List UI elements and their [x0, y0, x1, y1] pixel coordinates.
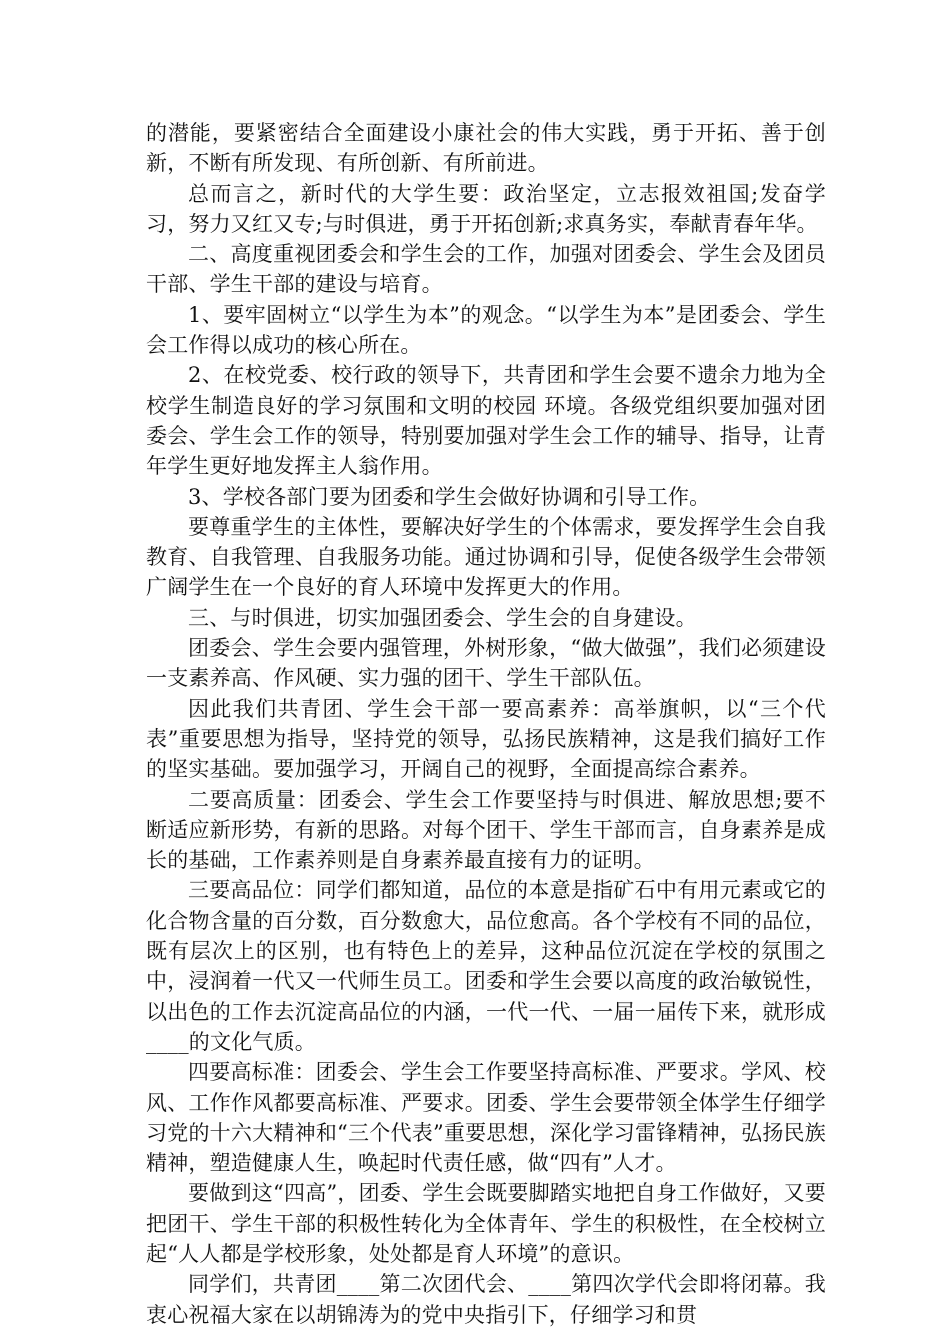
paragraph-12: 三要高品位：同学们都知道，品位的本意是指矿石中有用元素或它的化合物含量的百分数，百分数愈大，品位愈高。各个学校有不同的品位，既有层次上的区别，也有特色上的差异，这种品位沉淀在学校的氛围之中，浸润着一代又一代师生员工。团委和学生会要以高度的政治敏锐性，以出色的工作去沉淀高品位的内涵，一代一代、一届一届传下来，就形成____的文化气质。 [146, 878, 826, 1054]
paragraph-8: 三、与时俱进，切实加强团委会、学生会的自身建设。 [188, 605, 697, 630]
paragraph-11: 二要高质量：团委会、学生会工作要坚持与时俱进、解放思想;要不断适应新形势，有新的思路。对每个团干、学生干部而言，自身素养是成长的基础，工作素养则是自身素养最直接有力的证明。 [146, 787, 826, 873]
paragraph-9: 团委会、学生会要内强管理，外树形象，“做大做强”，我们必须建设一支素养高、作风硬、实力强的团干、学生干部队伍。 [146, 636, 826, 691]
paragraph-4: 1、要牢固树立“以学生为本”的观念。“以学生为本”是团委会、学生会工作得以成功的核心所在。 [146, 302, 826, 358]
document-body [146, 118, 826, 1330]
paragraph-1: 的潜能，要紧密结合全面建设小康社会的伟大实践，勇于开拓、善于创新，不断有所发现、有所创新、有所前进。 [146, 121, 826, 176]
paragraph-5: 2、在校党委、校行政的领导下，共青团和学生会要不遗余力地为全校学生制造良好的学习氛围和文明的校园 环境。各级党组织要加强对团委会、学生会工作的领导，特别要加强对学生会工作的辅导、指导，让青年学生更好地发挥主人翁作用。 [146, 363, 826, 479]
paragraph-7: 要尊重学生的主体性，要解决好学生的个体需求，要发挥学生会自我 教育、自我管理、自我服务功能。通过协调和引导，促使各级学生会带领广阔学生在一个良好的育人环境中发挥更大的作用。 [146, 514, 826, 600]
paragraph-10: 因此我们共青团、学生会干部一要高素养：高举旗帜，以“三个代表”重要思想为指导，坚持党的领导，弘扬民族精神，这是我们搞好工作的坚实基础。要加强学习，开阔自己的视野，全面提高综合素养。 [146, 696, 826, 782]
paragraph-15: 同学们，共青团____第二次团代会、____第四次学代会即将闭幕。我衷心祝福大家在以胡锦涛为的党中央指引下，仔细学习和贯 [146, 1272, 826, 1327]
paragraph-14: 要做到这“四高”，团委、学生会既要脚踏实地把自身工作做好，又要把团干、学生干部的积极性转化为全体青年、学生的积极性，在全校树立起“人人都是学校形象，处处都是育人环境”的意识。 [146, 1181, 826, 1266]
paragraph-6: 3、学校各部门要为团委和学生会做好协调和引导工作。 [188, 484, 711, 509]
paragraph-2: 总而言之，新时代的大学生要：政治坚定，立志报效祖国;发奋学习，努力又红又专;与时俱进，勇于开拓创新;求真务实，奉献青春年华。 [146, 181, 826, 236]
paragraph-3: 二、高度重视团委会和学生会的工作，加强对团委会、学生会及团员干部、学生干部的建设与培育。 [146, 242, 826, 297]
paragraph-13: 四要高标准：团委会、学生会工作要坚持高标准、严要求。学风、校风、工作作风都要高标准、严要求。团委、学生会要带领全体学生仔细学习党的十六大精神和“三个代表”重要思想，深化学习雷锋精神，弘扬民族精神，塑造健康人生，唤起时代责任感，做“四有”人才。 [146, 1060, 826, 1176]
